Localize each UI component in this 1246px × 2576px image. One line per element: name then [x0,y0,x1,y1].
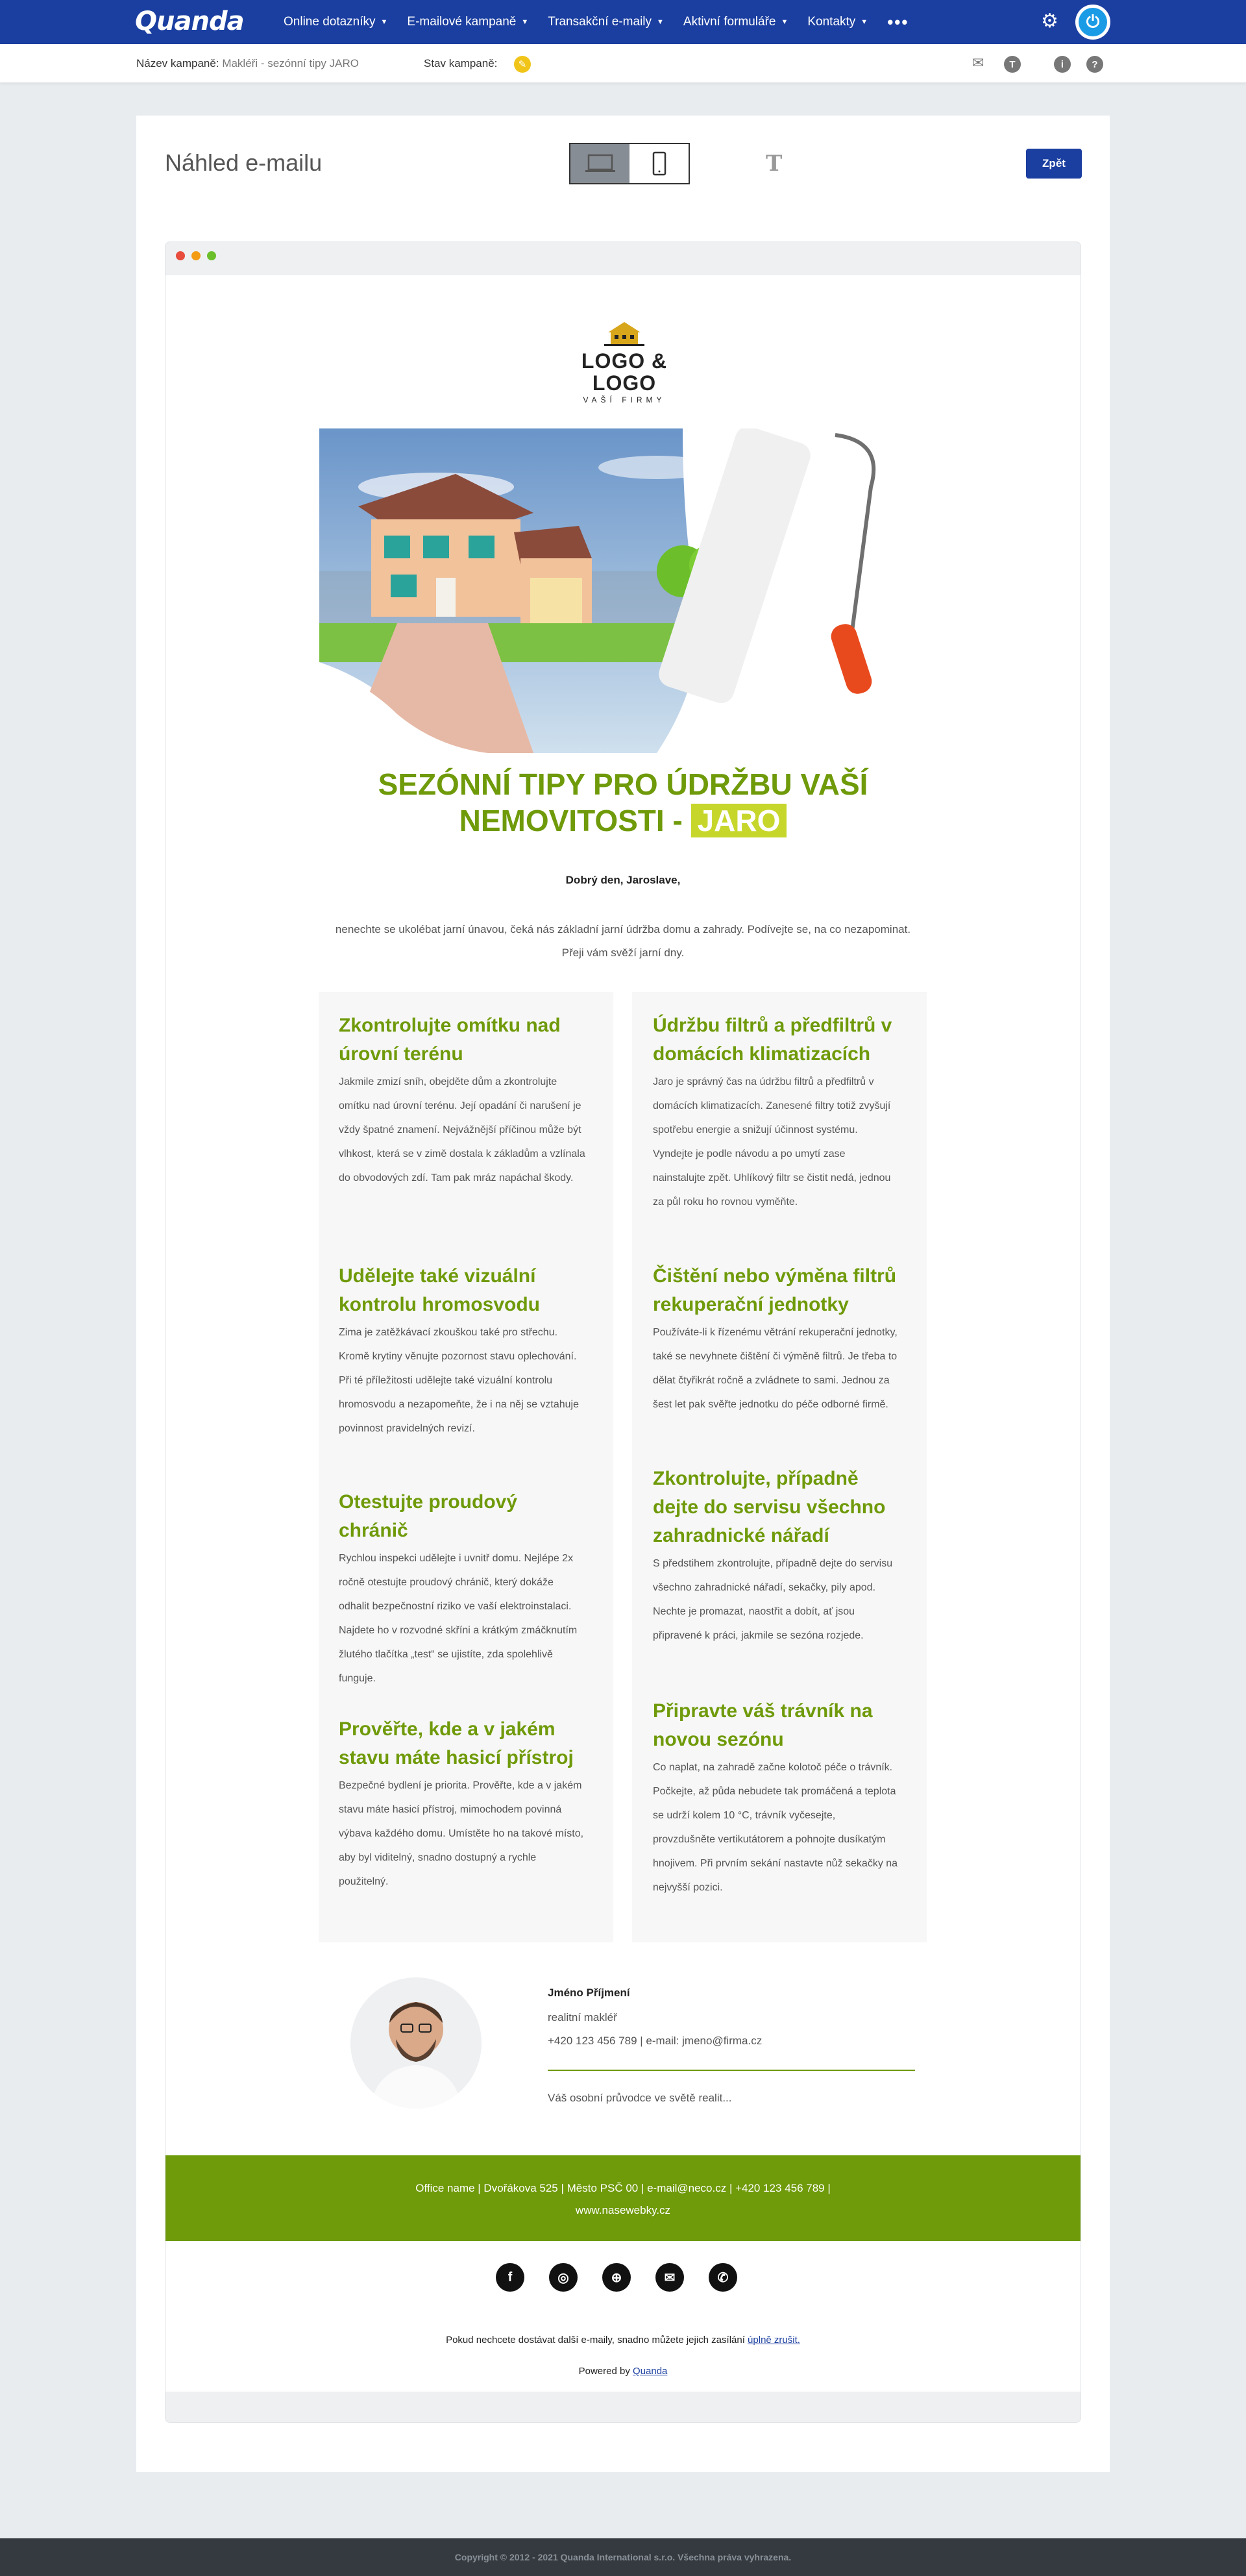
tip-title: Udělejte také vizuální kontrolu hromosvodu [339,1265,540,1315]
headline-line-2 [319,802,927,839]
tip-card [339,1011,585,1190]
tip-title: Čištění nebo výměna filtrů rekuperační jednotky [653,1265,897,1315]
tip-text: Používáte-li k řízenému větrání rekuperační jednotky, také se nevyhnete čištění či výměně filtrů. Je třeba to dělat čtyřikrát ročně a zvládnete to sami. Jednou za šest let pak svěřte jednotku do péče odborné firmě. [653,1327,898,1410]
tip-text: Jaro je správný čas na údržbu filtrů a předfiltrů v domácích klimatizacích. Zanesené filtry totiž zvyšují spotřebu energie a snižují účinnost systému. Vyndejte je podle návodu a po umytí zase nainstalujte zpět. Uhlíkový filtr se čistit nedá, jednou za půl roku ho rovnou vyměňte. [653,1076,891,1208]
intro-text: nenechte se ukolébat jarní únavou, čeká nás základní jarní údržba domu a zahrady. Podívejte se, na co nezapominat. Přeji vám svěží jarní dny. [335,923,911,959]
edit-status-icon[interactable]: ✎ [514,56,531,73]
menu-online-surveys[interactable] [284,15,387,29]
tip-text: Bezpečné bydlení je priorita. Prověřte, kde a v jakém stavu máte hasicí přístroj, mimochodem povinná výbava každého domu. Umístěte ho na takové místo, aby byl viditelný, snadno dostupný a rychle použitelný. [339,1780,584,1887]
tip-title: Prověřte, kde a v jakém stavu máte hasicí přístroj [339,1718,574,1768]
campaign-name-value: Makléři - sezónní tipy JARO [222,57,359,69]
menu-transactional-emails[interactable] [548,15,664,29]
page-title: Náhled e-mailu [165,149,323,176]
back-button[interactable]: Zpět [1026,149,1082,179]
menu-label: Aktivní formuláře [683,15,776,29]
logo-text: LOGO & LOGO [581,349,668,395]
menu-label: Kontakty [807,15,856,29]
tip-text: Zima je zatěžkávací zkouškou také pro střechu. Kromě krytiny věnujte pozornost stavu oplechování. Při té příležitosti udělejte také vizuální kontrolu hromosvodu a nezapomeňte, že i na něj se vztahuje povinnost pravidelných revizí. [339,1327,580,1434]
tip-text: Rychlou inspekci udělejte i uvnitř domu. Nejlépe 2x ročně otestujte proudový chránič, který dokáže odhalit bezpečnostní riziko ve vaší elektroinstalaci. Najdete ho v rozvodné skříni a krátkým zmáčknutím žlutého tlačítka „test“ se ujistíte, zda spolehlivě funguje. [339,1553,578,1684]
social-links [496,2263,737,2292]
device-toggle [569,143,690,184]
menu-active-forms[interactable] [683,15,788,29]
menu-contacts[interactable] [807,15,868,29]
gear-icon[interactable]: ⚙ [1041,10,1058,32]
info-icon[interactable]: i [1054,56,1071,73]
window-minimize-dot [191,251,201,260]
top-navigation [0,0,1246,44]
agent-name: Jméno Příjmení [548,1987,630,1999]
email-headline [319,766,927,839]
phone-icon [652,151,667,176]
tip-title: Zkontrolujte omítku nad úrovní terénu [339,1015,561,1065]
more-menu-icon[interactable]: ••• [887,12,909,32]
unsubscribe-link[interactable]: úplně zrušit. [748,2334,800,2346]
tip-card [653,1697,899,1900]
tip-card [653,1465,899,1648]
whatsapp-icon[interactable]: ✆ [709,2263,737,2292]
tip-text: Co naplat, na zahradě začne kolotoč péče o trávník. Počkejte, až půda nebudete tak promáčená a teplota se udrží kolem 10 °C, trávník vyčesejte, provzdušněte vertikutátorem a pohnojte dusíkatým hnojivem. Při prvním sekání nastavte nůž sekačky na nejvyšší pozici. [653,1762,898,1893]
tip-card [653,1262,899,1417]
tip-title: Připravte váš trávník na novou sezónu [653,1700,873,1750]
logout-button[interactable] [1075,5,1110,40]
caret-down-icon: ▼ [380,18,388,26]
copyright-footer: Copyright © 2012 - 2021 Quanda International s.r.o. Všechna práva vyhrazena. [0,2538,1246,2576]
unsubscribe-label: Pokud nechcete dostávat další e-maily, snadno můžete jejich zasílání [446,2334,745,2346]
email-footer [165,2155,1081,2241]
campaign-status-label: Stav kampaně: [424,57,498,69]
agent-contact: +420 123 456 789 | e-mail: jmeno@firma.cz [548,2035,763,2047]
send-email-icon[interactable]: ✉ [972,55,984,71]
help-icon[interactable]: ? [1086,56,1103,73]
tip-title: Zkontrolujte, případně dejte do servisu všechno zahradnické nářadí [653,1468,886,1546]
caret-down-icon: ▼ [861,18,868,26]
instagram-icon[interactable]: ◎ [549,2263,578,2292]
test-icon[interactable]: T [1004,56,1021,73]
menu-label: Transakční e-maily [548,15,652,29]
text-version-button[interactable]: T [766,151,783,177]
window-maximize-dot [207,251,216,260]
headline-text: NEMOVITOSTI - [459,804,683,837]
main-menu [284,0,909,44]
headline-line-1: SEZÓNNÍ TIPY PRO ÚDRŽBU VAŠÍ [378,767,868,801]
agent-role: realitní makléř [548,2011,617,2024]
tip-title: Otestujte proudový chránič [339,1491,518,1541]
tip-card [339,1488,585,1690]
powered-by [165,2366,1081,2377]
window-close-dot [176,251,185,260]
company-logo [550,321,698,404]
tip-card [339,1715,585,1894]
caret-down-icon: ▼ [521,18,529,26]
powered-by-label: Powered by [578,2366,630,2377]
tip-text: Jakmile zmizí sníh, obejděte dům a zkontrolujte omítku nad úrovní terénu. Její opadání či narušení je vždy špatné znamení. Nejvážnější příčinou může být vlhkost, která se v zimě dostala k základům a vzlínala do obvodových zdí. Tam pak mráz napáchal škody. [339,1076,585,1183]
agent-photo [350,1977,482,2109]
unsubscribe-text [165,2334,1081,2346]
tip-card [653,1011,899,1214]
greeting: Dobrý den, Jaroslave, [565,874,681,886]
headline-highlight: JARO [691,804,787,837]
signature-divider [548,2070,915,2071]
tip-card [339,1262,585,1441]
caret-down-icon: ▼ [781,18,788,26]
web-icon[interactable]: ⊕ [602,2263,631,2292]
menu-label: Online dotazníky [284,15,376,29]
menu-email-campaigns[interactable] [407,15,528,29]
laptop-icon [584,153,617,175]
caret-down-icon: ▼ [657,18,664,26]
agent-tagline: Váš osobní průvodce ve světě realit... [548,2092,732,2104]
email-icon[interactable]: ✉ [655,2263,684,2292]
tip-title: Údržbu filtrů a předfiltrů v domácích klimatizacích [653,1015,892,1065]
quanda-link[interactable]: Quanda [633,2366,668,2377]
menu-label: E-mailové kampaně [407,15,517,29]
facebook-icon[interactable]: f [496,2263,524,2292]
tip-text: S předstihem zkontrolujte, případně dejte do servisu všechno zahradnické nářadí, sekačky, pily apod. Nechte je promazat, naostřit a dobít, ať jsou připravené k práci, jakmile se sezóna rozjede. [653,1558,893,1641]
hero-image [319,428,927,753]
power-icon: ⏻ [1079,8,1107,36]
footer-contact-line: Office name | Dvořákova 525 | Město PSČ 00 | e-mail@neco.cz | +420 123 456 789 | [415,2182,831,2194]
quanda-logo[interactable]: Quanda [135,6,244,36]
campaign-name-label: Název kampaně: [136,57,219,69]
logo-subtext: VAŠÍ FIRMY [583,395,666,404]
campaign-name [136,57,359,70]
footer-website[interactable]: www.nasewebky.cz [575,2204,671,2216]
mobile-view-button[interactable] [629,144,689,183]
desktop-view-button[interactable] [570,144,629,183]
house-logo-icon [602,321,647,347]
